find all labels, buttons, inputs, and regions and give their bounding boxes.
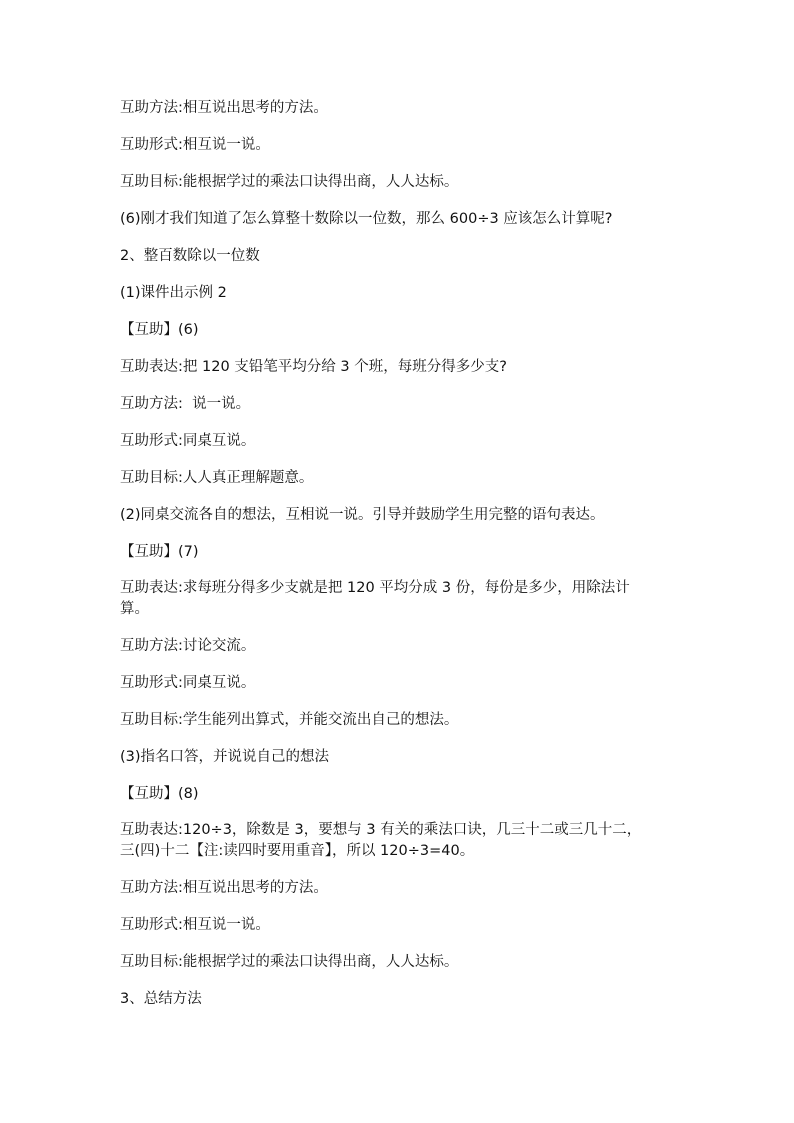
paragraph-method: 互助方法:讨论交流。: [120, 638, 256, 654]
paragraph-goal: 互助目标:学生能列出算式，并能交流出自己的想法。: [120, 712, 459, 728]
paragraph-form: 互助形式:同桌互说。: [120, 433, 256, 449]
mutual-help-heading-8: 【互助】(8): [120, 786, 199, 802]
paragraph-question-6: (6)刚才我们知道了怎么算整十数除以一位数，那么 600÷3 应该怎么计算呢?: [120, 211, 613, 227]
section-heading-2: 2、整百数除以一位数: [120, 248, 260, 264]
paragraph-method: 互助方法:相互说出思考的方法。: [120, 100, 328, 116]
paragraph-goal: 互助目标:能根据学过的乘法口诀得出商，人人达标。: [120, 174, 459, 190]
paragraph-goal: 互助目标:人人真正理解题意。: [120, 470, 314, 486]
section-heading-3: 3、总结方法: [120, 991, 202, 1007]
paragraph-expression: 互助表达:求每班分得多少支就是把 120 平均分成 3 份，每份是多少，用除法计 算。: [120, 580, 630, 617]
mutual-help-heading-6: 【互助】(6): [120, 322, 199, 338]
paragraph-step-2: (2)同桌交流各自的想法，互相说一说。引导并鼓励学生用完整的语句表达。: [120, 507, 605, 523]
paragraph-form: 互助形式:同桌互说。: [120, 675, 256, 691]
paragraph-method: 互助方法:相互说出思考的方法。: [120, 880, 328, 896]
paragraph-form: 互助形式:相互说一说。: [120, 917, 270, 933]
paragraph-expression: 互助表达:把 120 支铅笔平均分给 3 个班，每班分得多少支?: [120, 359, 507, 375]
paragraph-method: 互助方法: 说一说。: [120, 396, 251, 412]
paragraph-step-3: (3)指名口答，并说说自己的想法: [120, 749, 330, 765]
paragraph-goal: 互助目标:能根据学过的乘法口诀得出商，人人达标。: [120, 954, 459, 970]
paragraph-form: 互助形式:相互说一说。: [120, 137, 270, 153]
paragraph-example-2: (1)课件出示例 2: [120, 285, 227, 301]
paragraph-expression: 互助表达:120÷3，除数是 3，要想与 3 有关的乘法口诀，几三十二或三几十二， 三(四)十二【注:读四时要用重音】，所以 120÷3=40。: [120, 822, 642, 859]
mutual-help-heading-7: 【互助】(7): [120, 544, 199, 560]
